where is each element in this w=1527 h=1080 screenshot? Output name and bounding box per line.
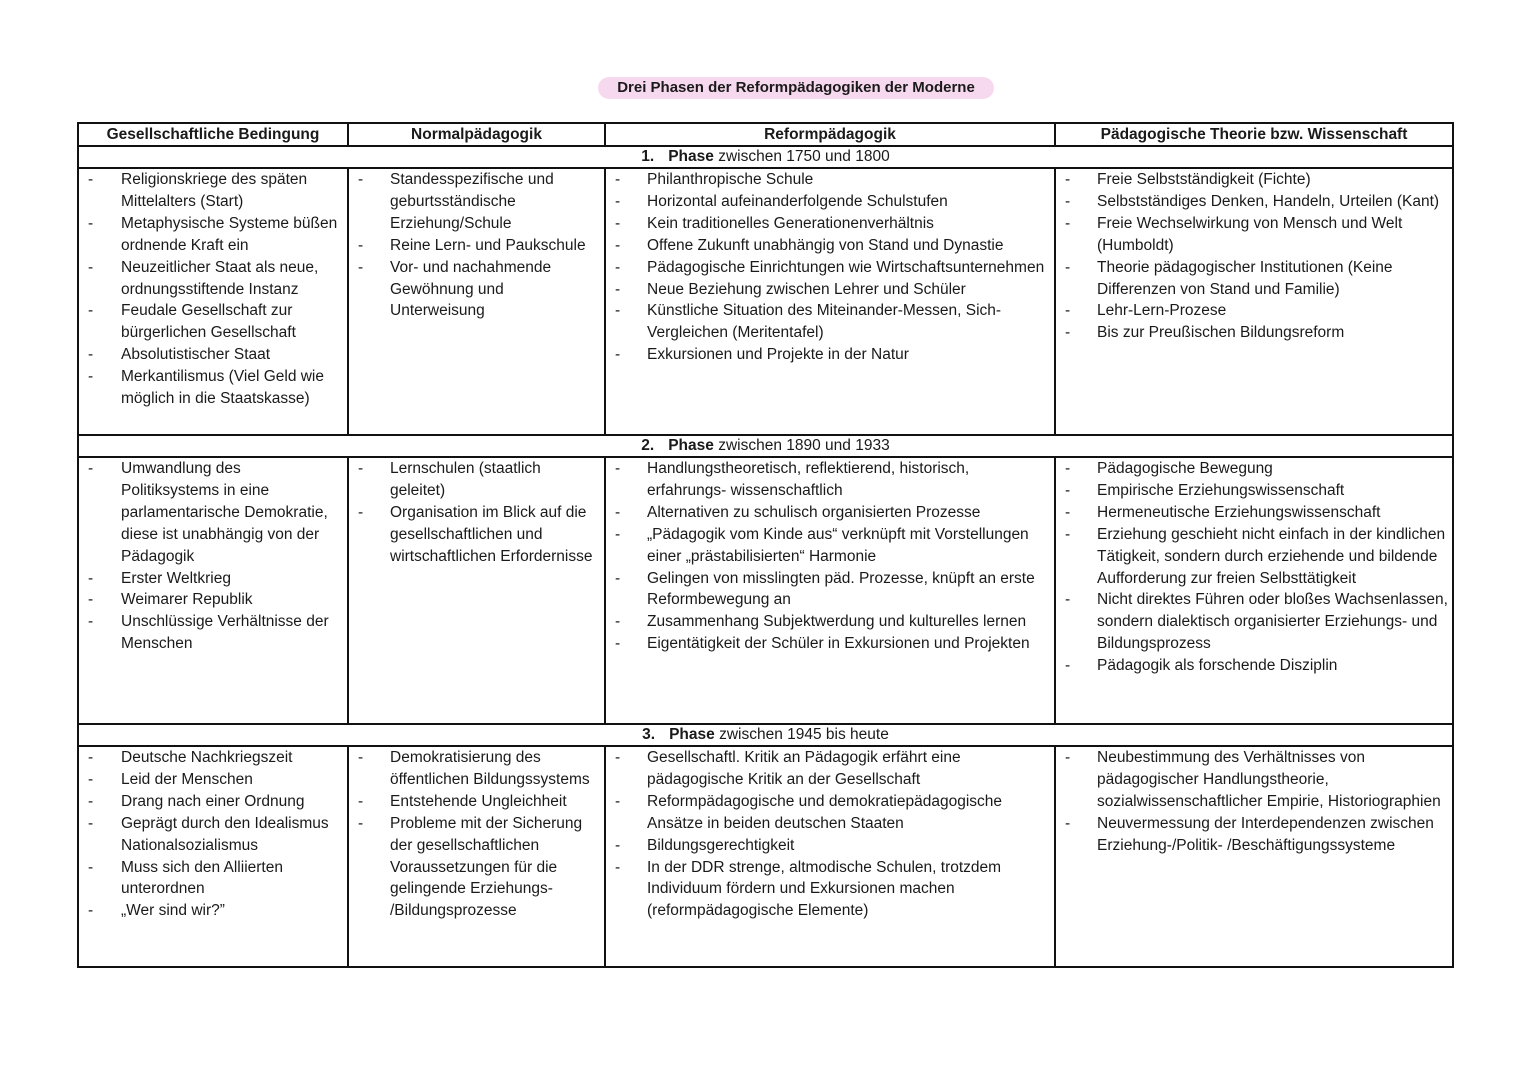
list-item: - „Pädagogik vom Kinde aus“ verknüpft mit Vorstellungen einer „prästabilisierten“ Harmonie bbox=[606, 524, 1050, 568]
list-item: - Erster Weltkrieg bbox=[79, 568, 343, 590]
list-item: - Standesspezifische und geburtsständische Erziehung/Schule bbox=[349, 169, 600, 235]
list-item: - Religionskriege des späten Mittelalters (Start) bbox=[79, 169, 343, 213]
phase-1-reform-cell bbox=[605, 168, 1055, 435]
list-item: - Neubestimmung des Verhältnisses von pädagogischer Handlungstheorie, sozialwissenschaftlicher Empirie, Historiographien bbox=[1056, 747, 1448, 813]
phase-3-reform-cell bbox=[605, 746, 1055, 967]
phase-1-heading bbox=[78, 146, 1453, 168]
phase-1-normal-cell bbox=[348, 168, 605, 435]
list-item: - Bis zur Preußischen Bildungsreform bbox=[1056, 322, 1448, 344]
list-item: - Reformpädagogische und demokratiepädagogische Ansätze in beiden deutschen Staaten bbox=[606, 791, 1050, 835]
phase-period: zwischen 1945 bis heute bbox=[714, 726, 889, 743]
list-item: - Organisation im Blick auf die gesellschaftlichen und wirtschaftlichen Erfordernisse bbox=[349, 502, 600, 568]
header-paedagogische-theorie: Pädagogische Theorie bzw. Wissenschaft bbox=[1055, 123, 1453, 146]
list-item: - Empirische Erziehungswissenschaft bbox=[1056, 480, 1448, 502]
list-item: - Neuzeitlicher Staat als neue, ordnungsstiftende Instanz bbox=[79, 257, 343, 301]
list-item: - Exkursionen und Projekte in der Natur bbox=[606, 344, 1050, 366]
list-item: - Vor- und nachahmende Gewöhnung und Unterweisung bbox=[349, 257, 600, 323]
list-item: - Umwandlung des Politiksystems in eine parlamentarische Demokratie, diese ist unabhängig von der Pädagogik bbox=[79, 458, 343, 568]
list-item: - Gelingen von misslingten päd. Prozesse, knüpft an erste Reformbewegung an bbox=[606, 568, 1050, 612]
list-item: - Pädagogische Bewegung bbox=[1056, 458, 1448, 480]
list-item: - Bildungsgerechtigkeit bbox=[606, 835, 1050, 857]
phase-1-theorie-cell bbox=[1055, 168, 1453, 435]
item-list bbox=[606, 169, 1054, 366]
list-item: - Deutsche Nachkriegszeit bbox=[79, 747, 343, 769]
list-item: - Gesellschaftl. Kritik an Pädagogik erfährt eine pädagogische Kritik an der Gesellschaft bbox=[606, 747, 1050, 791]
item-list bbox=[606, 458, 1054, 655]
phase-2-heading-row bbox=[78, 435, 1453, 457]
list-item: - Pädagogische Einrichtungen wie Wirtschaftsunternehmen bbox=[606, 257, 1050, 279]
list-item: - Merkantilismus (Viel Geld wie möglich in die Staatskasse) bbox=[79, 366, 343, 410]
list-item: - Unschlüssige Verhältnisse der Menschen bbox=[79, 611, 343, 655]
list-item: - Lernschulen (staatlich geleitet) bbox=[349, 458, 600, 502]
item-list bbox=[1056, 169, 1452, 344]
phase-period: zwischen 1750 und 1800 bbox=[713, 148, 890, 165]
document-title: Drei Phasen der Reformpädagogiken der Moderne bbox=[598, 77, 994, 99]
phase-3-content-row bbox=[78, 746, 1453, 967]
list-item: - Entstehende Ungleichheit bbox=[349, 791, 600, 813]
phase-2-heading bbox=[78, 435, 1453, 457]
list-item: - In der DDR strenge, altmodische Schulen, trotzdem Individuum fördern und Exkursionen machen (reformpädagogische Elemente) bbox=[606, 857, 1050, 923]
list-item: - Zusammenhang Subjektwerdung und kulturelles lernen bbox=[606, 611, 1050, 633]
list-item: - Künstliche Situation des Miteinander-Messen, Sich-Vergleichen (Meritentafel) bbox=[606, 300, 1050, 344]
phase-number: 1. bbox=[641, 148, 655, 165]
list-item: - Neuvermessung der Interdependenzen zwischen Erziehung-/Politik- /Beschäftigungssysteme bbox=[1056, 813, 1448, 857]
list-item: - Leid der Menschen bbox=[79, 769, 343, 791]
item-list bbox=[349, 458, 604, 568]
list-item: - Metaphysische Systeme büßen ordnende Kraft ein bbox=[79, 213, 343, 257]
phase-2-content-row bbox=[78, 457, 1453, 724]
list-item: - Absolutistischer Staat bbox=[79, 344, 343, 366]
phase-2-gesellschaft-cell bbox=[78, 457, 348, 724]
phase-word: Phase bbox=[669, 726, 715, 743]
list-item: - Alternativen zu schulisch organisierten Prozesse bbox=[606, 502, 1050, 524]
phase-2-normal-cell bbox=[348, 457, 605, 724]
list-item: - Offene Zukunft unabhängig von Stand und Dynastie bbox=[606, 235, 1050, 257]
item-list bbox=[349, 747, 604, 922]
phase-3-gesellschaft-cell bbox=[78, 746, 348, 967]
list-item: - „Wer sind wir?” bbox=[79, 900, 343, 922]
header-normalpaedagogik: Normalpädagogik bbox=[348, 123, 605, 146]
list-item: - Feudale Gesellschaft zur bürgerlichen Gesellschaft bbox=[79, 300, 343, 344]
item-list bbox=[1056, 458, 1452, 677]
list-item: - Muss sich den Alliierten unterordnen bbox=[79, 857, 343, 901]
phase-1-heading-row bbox=[78, 146, 1453, 168]
list-item: - Pädagogik als forschende Disziplin bbox=[1056, 655, 1448, 677]
phase-2-theorie-cell bbox=[1055, 457, 1453, 724]
item-list bbox=[349, 169, 604, 322]
list-item: - Hermeneutische Erziehungswissenschaft bbox=[1056, 502, 1448, 524]
phase-period: zwischen 1890 und 1933 bbox=[713, 437, 890, 454]
header-reformpaedagogik: Reformpädagogik bbox=[605, 123, 1055, 146]
phase-2-reform-cell bbox=[605, 457, 1055, 724]
list-item: - Demokratisierung des öffentlichen Bildungssystems bbox=[349, 747, 600, 791]
list-item: - Lehr-Lern-Prozese bbox=[1056, 300, 1448, 322]
list-item: - Kein traditionelles Generationenverhältnis bbox=[606, 213, 1050, 235]
item-list bbox=[1056, 747, 1452, 857]
phases-table bbox=[77, 122, 1454, 968]
item-list bbox=[606, 747, 1054, 922]
item-list bbox=[79, 747, 347, 922]
list-item: - Eigentätigkeit der Schüler in Exkursionen und Projekten bbox=[606, 633, 1050, 655]
list-item: - Drang nach einer Ordnung bbox=[79, 791, 343, 813]
phase-3-heading bbox=[78, 724, 1453, 746]
list-item: - Selbstständiges Denken, Handeln, Urteilen (Kant) bbox=[1056, 191, 1448, 213]
list-item: - Philanthropische Schule bbox=[606, 169, 1050, 191]
list-item: - Theorie pädagogischer Institutionen (Keine Differenzen von Stand und Familie) bbox=[1056, 257, 1448, 301]
list-item: - Handlungstheoretisch, reflektierend, historisch, erfahrungs- wissenschaftlich bbox=[606, 458, 1050, 502]
phase-number: 2. bbox=[641, 437, 655, 454]
item-list bbox=[79, 458, 347, 655]
list-item: - Neue Beziehung zwischen Lehrer und Schüler bbox=[606, 279, 1050, 301]
list-item: - Nicht direktes Führen oder bloßes Wachsenlassen, sondern dialektisch organisierter Erziehungs- und Bildungsprozess bbox=[1056, 589, 1448, 655]
list-item: - Freie Wechselwirkung von Mensch und Welt (Humboldt) bbox=[1056, 213, 1448, 257]
item-list bbox=[79, 169, 347, 410]
header-gesellschaftliche-bedingung: Gesellschaftliche Bedingung bbox=[78, 123, 348, 146]
list-item: - Probleme mit der Sicherung der gesellschaftlichen Voraussetzungen für die gelingende Erziehungs- /Bildungsprozesse bbox=[349, 813, 600, 923]
phase-number: 3. bbox=[642, 726, 656, 743]
phase-3-normal-cell bbox=[348, 746, 605, 967]
list-item: - Reine Lern- und Paukschule bbox=[349, 235, 600, 257]
list-item: - Horizontal aufeinanderfolgende Schulstufen bbox=[606, 191, 1050, 213]
phase-1-gesellschaft-cell bbox=[78, 168, 348, 435]
list-item: - Freie Selbstständigkeit (Fichte) bbox=[1056, 169, 1448, 191]
phase-3-heading-row bbox=[78, 724, 1453, 746]
phase-word: Phase bbox=[668, 148, 714, 165]
phase-1-content-row bbox=[78, 168, 1453, 435]
phase-word: Phase bbox=[668, 437, 714, 454]
list-item: - Erziehung geschieht nicht einfach in der kindlichen Tätigkeit, sondern durch erziehende und bildende Aufforderung zur freien Selbsttätigkeit bbox=[1056, 524, 1448, 590]
header-row bbox=[78, 123, 1453, 146]
list-item: - Geprägt durch den Idealismus Nationalsozialismus bbox=[79, 813, 343, 857]
phase-3-theorie-cell bbox=[1055, 746, 1453, 967]
list-item: - Weimarer Republik bbox=[79, 589, 343, 611]
